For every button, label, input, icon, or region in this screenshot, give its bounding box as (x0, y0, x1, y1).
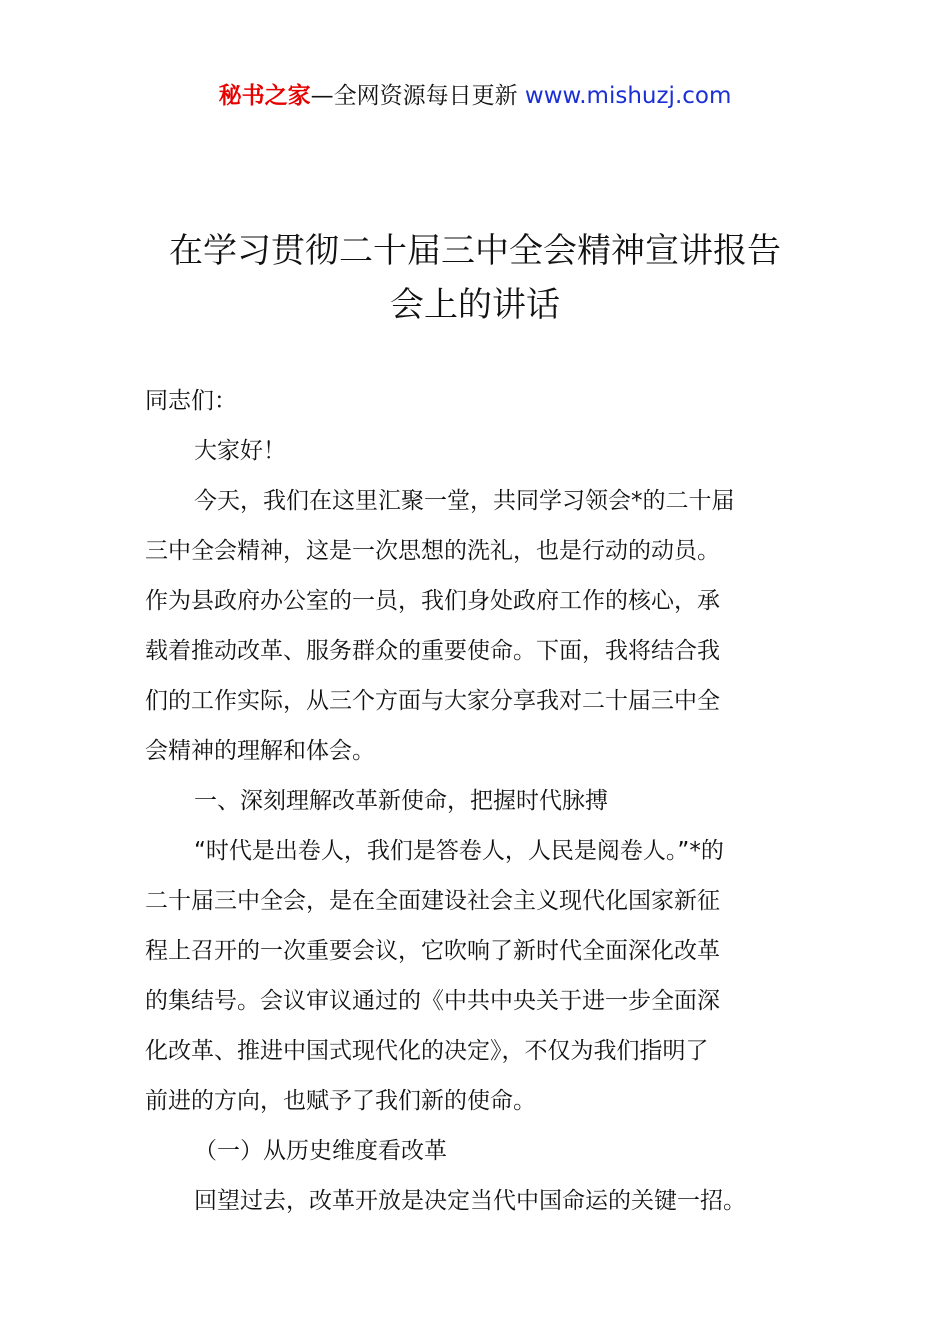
paragraph-line: 三中全会精神，这是一次思想的洗礼，也是行动的动员。 (145, 538, 720, 564)
paragraph-line: 前进的方向，也赋予了我们新的使命。 (145, 1088, 536, 1114)
paragraph-line: 化改革、推进中国式现代化的决定》，不仅为我们指明了 (145, 1038, 709, 1064)
site-header (0, 80, 950, 112)
salutation: 同志们： (145, 388, 237, 414)
title-line-2: 会上的讲话 (390, 285, 560, 325)
paragraph-line: 二十届三中全会，是在全面建设社会主义现代化国家新征 (145, 888, 720, 914)
header-tagline: —全网资源每日更新 (310, 83, 525, 109)
paragraph-line: 们的工作实际，从三个方面与大家分享我对二十届三中全 (145, 688, 720, 714)
paragraph-line: “时代是出卷人，我们是答卷人，人民是阅卷人。”*的 (194, 838, 724, 864)
paragraph-line: 的集结号。会议审议通过的《中共中央关于进一步全面深 (145, 988, 720, 1014)
paragraph-line: 回望过去，改革开放是决定当代中国命运的关键一招。 (194, 1188, 746, 1214)
site-url-link[interactable]: www.mishuzj.com (524, 83, 732, 109)
paragraph-line: 作为县政府办公室的一员，我们身处政府工作的核心，承 (145, 588, 720, 614)
brand-name: 秘书之家 (218, 83, 311, 109)
section-heading: 一、深刻理解改革新使命，把握时代脉搏 (194, 788, 608, 814)
paragraph-line: 程上召开的一次重要会议，它吹响了新时代全面深化改革 (145, 938, 720, 964)
greeting: 大家好！ (194, 438, 286, 464)
paragraph-line: 会精神的理解和体会。 (145, 738, 375, 764)
subsection-heading: （一）从历史维度看改革 (194, 1138, 447, 1164)
document-title (0, 224, 950, 332)
document-body (145, 376, 815, 1226)
title-line-1: 在学习贯彻二十届三中全会精神宣讲报告 (169, 231, 781, 271)
paragraph-line: 今天，我们在这里汇聚一堂，共同学习领会*的二十届 (194, 488, 735, 514)
paragraph-line: 载着推动改革、服务群众的重要使命。下面，我将结合我 (145, 638, 720, 664)
